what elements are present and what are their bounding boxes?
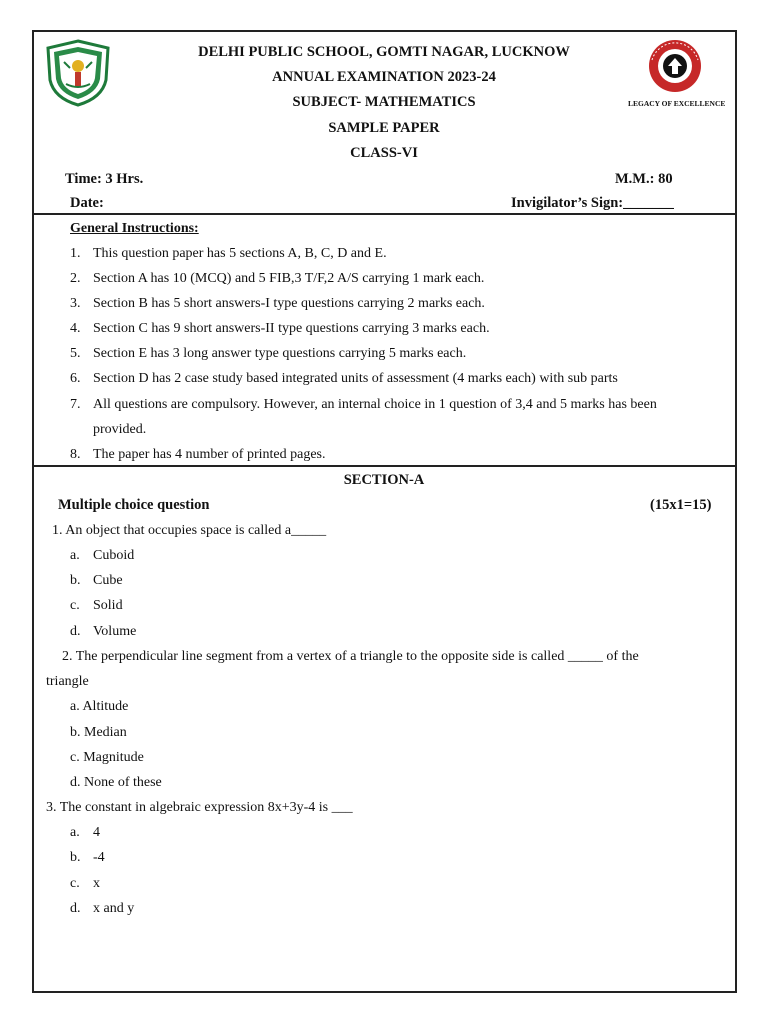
subject-title: SUBJECT- MATHEMATICS (292, 94, 476, 110)
section-marks: (15x1=15) (650, 497, 712, 513)
paper-type: SAMPLE PAPER (328, 120, 440, 136)
option: c. Magnitude (70, 750, 144, 765)
time-label: Time: 3 Hrs. (65, 171, 144, 187)
max-marks-label: M.M.: 80 (615, 171, 673, 187)
class-title: CLASS-VI (350, 145, 418, 161)
section-subtitle: Multiple choice question (58, 497, 210, 513)
question-text: 1. An object that occupies space is called a_____ (52, 523, 327, 538)
section-a-title: SECTION-A (343, 472, 425, 488)
question-text: 3. The constant in algebraic expression 8x+3y-4 is ___ (46, 800, 353, 815)
header-divider (32, 213, 737, 215)
exam-title: ANNUAL EXAMINATION 2023-24 (272, 69, 496, 85)
date-label: Date: (70, 195, 104, 211)
logo-tagline: LEGACY OF EXCELLENCE (628, 99, 726, 108)
question-text-cont: triangle (46, 674, 89, 689)
instructions-title: General Instructions: (70, 221, 199, 236)
option: b. Median (70, 725, 127, 740)
instructions-divider (32, 465, 737, 467)
school-name: DELHI PUBLIC SCHOOL, GOMTI NAGAR, LUCKNOW (198, 44, 570, 60)
invigilator-sign-label: Invigilator’s Sign:_______ (511, 195, 674, 211)
option: a. Altitude (70, 699, 129, 714)
question-text: 2. The perpendicular line segment from a vertex of a triangle to the opposite side is called _____ of the (62, 649, 639, 664)
option: d. None of these (70, 775, 162, 790)
